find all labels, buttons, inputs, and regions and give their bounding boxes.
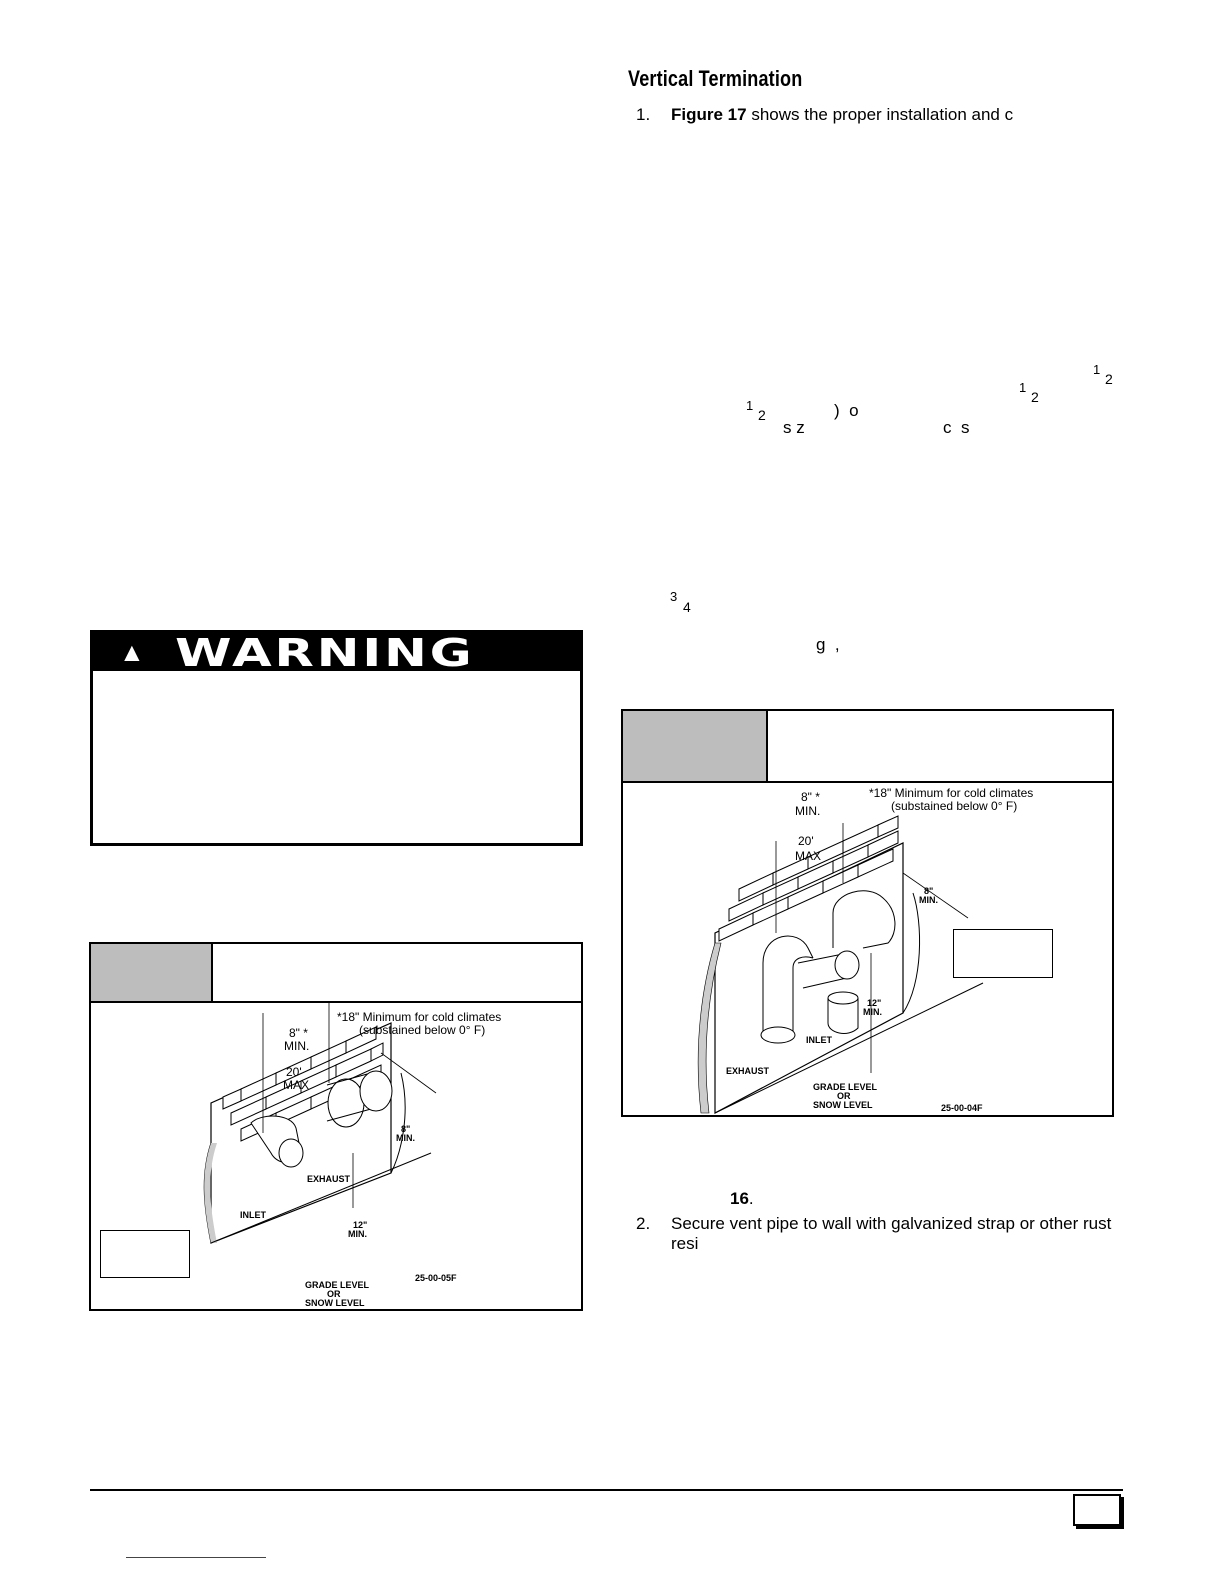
callout-box bbox=[100, 1230, 190, 1278]
side-8-label: 8" bbox=[401, 1124, 411, 1134]
min-8-label-b: MIN. bbox=[795, 804, 821, 818]
ref-period: . bbox=[748, 1189, 754, 1208]
snow-level-label: SNOW LEVEL bbox=[305, 1298, 365, 1308]
inlet-label: INLET bbox=[806, 1035, 832, 1045]
min-12-label: 12" bbox=[867, 998, 882, 1008]
cold-note-line1: *18" Minimum for cold climates bbox=[337, 1010, 502, 1024]
callout-box bbox=[953, 929, 1053, 978]
fraction-4-den: 4 bbox=[683, 599, 691, 615]
figure-label-cell bbox=[623, 711, 768, 781]
footer-link-underline[interactable] bbox=[126, 1557, 266, 1558]
fragment-text-2: s z bbox=[783, 418, 805, 437]
figure-horizontal-termination bbox=[89, 942, 583, 1311]
exhaust-label: EXHAUST bbox=[726, 1066, 770, 1076]
warning-triangle-icon: ▲ bbox=[119, 637, 145, 667]
min-12-label: 12" bbox=[353, 1220, 368, 1230]
figure-16-ref[interactable]: 16 bbox=[730, 1189, 749, 1208]
fraction-3-num: 1 bbox=[746, 398, 754, 413]
step-2-line1: Secure vent pipe to wall with galvanized strap or other rust bbox=[671, 1214, 1112, 1233]
exhaust-label: EXHAUST bbox=[307, 1174, 351, 1184]
step-2-line2: resi bbox=[671, 1234, 699, 1253]
figure-label-cell bbox=[91, 944, 213, 1001]
inlet-label: INLET bbox=[240, 1210, 266, 1220]
fraction-2-den: 2 bbox=[1031, 389, 1039, 405]
fragment-text-4: g , bbox=[816, 635, 840, 654]
step-1-number: 1. bbox=[636, 105, 651, 124]
page-number-box bbox=[1073, 1494, 1121, 1526]
min-12-label-b: MIN. bbox=[348, 1229, 367, 1239]
fragment-text-1: ) o bbox=[834, 401, 859, 420]
warning-header bbox=[93, 631, 580, 675]
cold-note-line1: *18" Minimum for cold climates bbox=[869, 786, 1034, 800]
max-20-label: 20' bbox=[798, 834, 814, 848]
fraction-3-den: 2 bbox=[758, 407, 766, 423]
cold-note-line2: (substained below 0° F) bbox=[359, 1023, 486, 1037]
min-12-label-b: MIN. bbox=[863, 1007, 882, 1017]
side-8-label-b: MIN. bbox=[919, 895, 938, 905]
fragment-text-3: c s bbox=[943, 418, 970, 437]
grade-or-label: OR bbox=[837, 1091, 851, 1101]
figure-16-ref-line bbox=[730, 1189, 754, 1209]
fraction-2-num: 1 bbox=[1019, 380, 1027, 395]
fraction-1-num: 1 bbox=[1093, 362, 1101, 377]
grade-level-label: GRADE LEVEL bbox=[813, 1082, 878, 1092]
figure-code: 25-00-04F bbox=[941, 1103, 983, 1113]
warning-title: WARNING bbox=[175, 631, 475, 675]
grade-or-label: OR bbox=[327, 1289, 341, 1299]
step-2-number: 2. bbox=[636, 1214, 651, 1233]
section-title: Vertical Termination bbox=[628, 66, 803, 91]
figure-header bbox=[623, 711, 1112, 783]
figure-vertical-termination bbox=[621, 709, 1114, 1117]
min-8-label-b: MIN. bbox=[284, 1039, 310, 1053]
max-20-label-b: MAX bbox=[795, 849, 822, 863]
cold-note-line2: (substained below 0° F) bbox=[891, 799, 1018, 813]
side-8-label-b: MIN. bbox=[396, 1133, 415, 1143]
footer-rule bbox=[90, 1489, 1123, 1491]
fraction-4-num: 3 bbox=[670, 589, 678, 604]
max-20-label: 20' bbox=[286, 1065, 302, 1079]
min-8-label: 8" * bbox=[289, 1026, 308, 1040]
min-8-label: 8" * bbox=[801, 790, 820, 804]
step-2 bbox=[636, 1214, 1196, 1258]
figure-code: 25-00-05F bbox=[415, 1273, 457, 1283]
figure-17-ref[interactable]: Figure 17 bbox=[671, 105, 747, 124]
max-20-label-b: MAX bbox=[283, 1078, 310, 1092]
warning-box bbox=[90, 630, 583, 846]
side-8-label: 8" bbox=[924, 886, 934, 896]
snow-level-label: SNOW LEVEL bbox=[813, 1100, 873, 1110]
fraction-1-den: 2 bbox=[1105, 371, 1113, 387]
step-1-text: shows the proper installation and c bbox=[746, 105, 1014, 124]
grade-level-label: GRADE LEVEL bbox=[305, 1280, 370, 1290]
figure-header bbox=[91, 944, 581, 1003]
